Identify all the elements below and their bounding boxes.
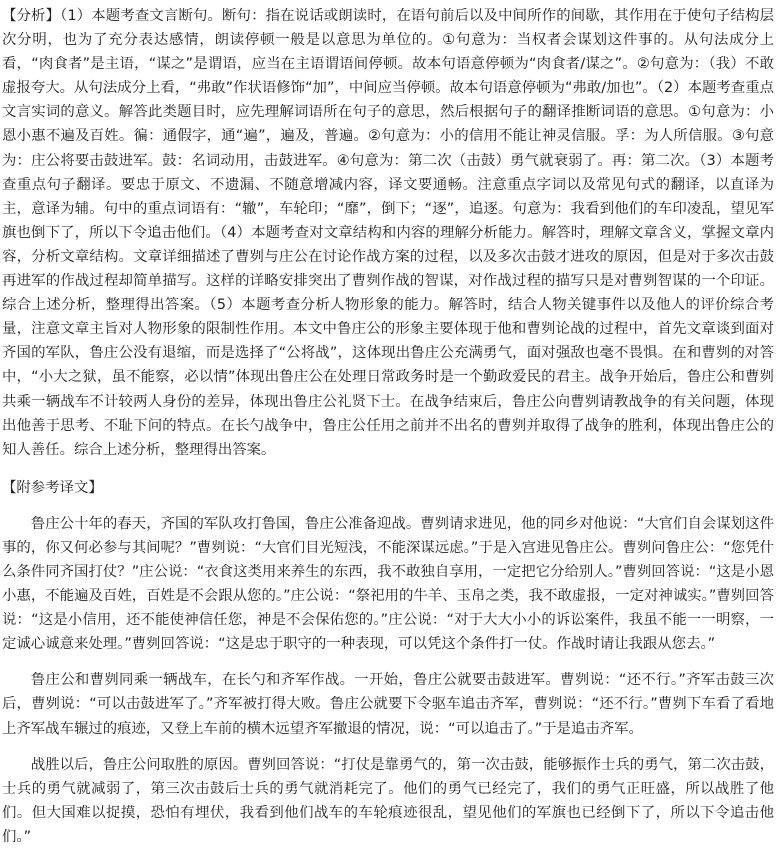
- analysis-paragraph: 【分析】（1）本题考查文言断句。断句：指在说话或朗读时，在语句前后以及中间所作的间歇，其作用在于使句子结构层次分明，也为了充分表达感情，朗读停顿一般是以意思为单位的。①句意为：当权者会谋划这件事的。从句法成分上看，“肉食者”是主语，“谋之”是谓语，应当在主语谓语间停顿。故本句语意停顿为“肉食者/谋之”。②句意为：（我）不敢虚报夸大。从句法成分上看，“弗敢”作状语修饰“加”，中间应当停顿。故本句语意停顿为“弗敢/加也”。（2）本题考查重点文言实词的意义。解答此类题目时，应先理解词语所在句子的意思，然后根据句子的翻译推断词语的意思。①句意为：小恩小惠不遍及百姓。徧：通假字，通“遍”，遍及，普遍。②句意为：小的信用不能让神灵信服。孚：为人所信服。③句意为：庄公将要击鼓进军。鼓：名词动用，击鼓进军。④句意为：第二次（击鼓）勇气就衰弱了。再：第二次。（3）本题考查重点句子翻译。要忠于原文、不遗漏、不随意增减内容，译文要通畅。注意重点字词以及常见句式的翻译，以直译为主，意译为辅。句中的重点词语有：“辙”，车轮印；“靡”，倒下；“逐”，追逐。句意为：我看到他们的车印凌乱，望见军旗也倒下了，所以下令追击他们。（4）本题考查对文章结构和内容的理解分析能力。解答时，理解文章含义，掌握文章内容，分析文章结构。文章详细描述了曹刿与庄公在讨论作战方案的过程，以及多次击鼓才进攻的原因，但是对于多次击鼓再进军的作战过程却简单描写。这样的详略安排突出了曹刿作战的智谋，对作战过程的描写只是对曹刿智谋的一个印证。综合上述分析，整理得出答案。（5）本题考查分析人物形象的能力。解答时，结合人物关键事件以及他人的评价综合考量，注意文章主旨对人物形象的限制性作用。本文中鲁庄公的形象主要体现于他和曹刿论战的过程中，首先文章谈到面对齐国的军队，鲁庄公没有退缩，而是选择了“公将战”，这体现出鲁庄公充满勇气，面对强敌也毫不畏惧。在和曹刿的对答中，“小大之狱，虽不能察，必以情”体现出鲁庄公在处理日常政务时是一个勤政爱民的君主。战争开始后，鲁庄公和曹刿共乘一辆战车不计较两人身份的差异，体现出鲁庄公礼贤下士。在战争结束后，鲁庄公向曹刿请教战争的有关问题，体现出他善于思考、不耻下问的特点。在长勺战争中，鲁庄公任用之前并不出名的曹刿并取得了战争的胜利，体现出鲁庄公的知人善任。综合上述分析，整理得出答案。: [2, 8, 774, 458]
- translation-paragraph-2: 鲁庄公和曹刿同乘一辆战车，在长勺和齐军作战。一开始，鲁庄公就要击鼓进军。曹刿说：“还不行。”齐军击鼓三次后，曹刿说：“可以击鼓进军了。”齐军被打得大败。鲁庄公就要下令驱车追击齐军，曹刿说：“还不行。”曹刿下车看了看地上齐军战车辗过的痕迹，又登上车前的横木远望齐军撤退的情况，说：“可以追击了。”于是追击齐军。: [2, 672, 774, 737]
- translation-paragraph-1: 鲁庄公十年的春天，齐国的军队攻打鲁国，鲁庄公准备迎战。曹刿请求进见，他的同乡对他说：“大官们自会谋划这件事的，你又何必参与其间呢？”曹刿说：“大官们目光短浅，不能深谋远虑。”于是入宫进见鲁庄公。曹刿问鲁庄公：“您凭什么条件同齐国打仗？”庄公说：“衣食这类用来养生的东西，我不敢独自享用，一定把它分给别人。”曹刿回答说：“这是小恩小惠，不能遍及百姓，百姓是不会跟从您的。”庄公说：“祭祀用的牛羊、玉帛之类，我不敢虚报，一定对神诚实。”曹刿回答说：“这是小信用，还不能使神信任您，神是不会保佑您的。”庄公说：“对于大大小小的诉讼案件，我虽不能一一明察，一定诚心诚意来处理。”曹刿回答说：“这是忠于职守的一种表现，可以凭这个条件打一仗。作战时请让我跟从您去。”: [2, 515, 774, 653]
- translation-header: 【附参考译文】: [2, 479, 103, 496]
- translation-paragraph-3: 战胜以后，鲁庄公问取胜的原因。曹刿回答说：“打仗是靠勇气的，第一次击鼓，能够振作士兵的勇气，第二次击鼓，士兵的勇气就减弱了，第三次击鼓后士兵的勇气就消耗完了。他们的勇气已经完了，我们的勇气正旺盛，所以战胜了他们。但大国难以捉摸，恐怕有埋伏，我看到他们战车的车轮痕迹很乱，望见他们的军旗也已经倒下了，所以下令追击他们。”: [2, 756, 774, 845]
